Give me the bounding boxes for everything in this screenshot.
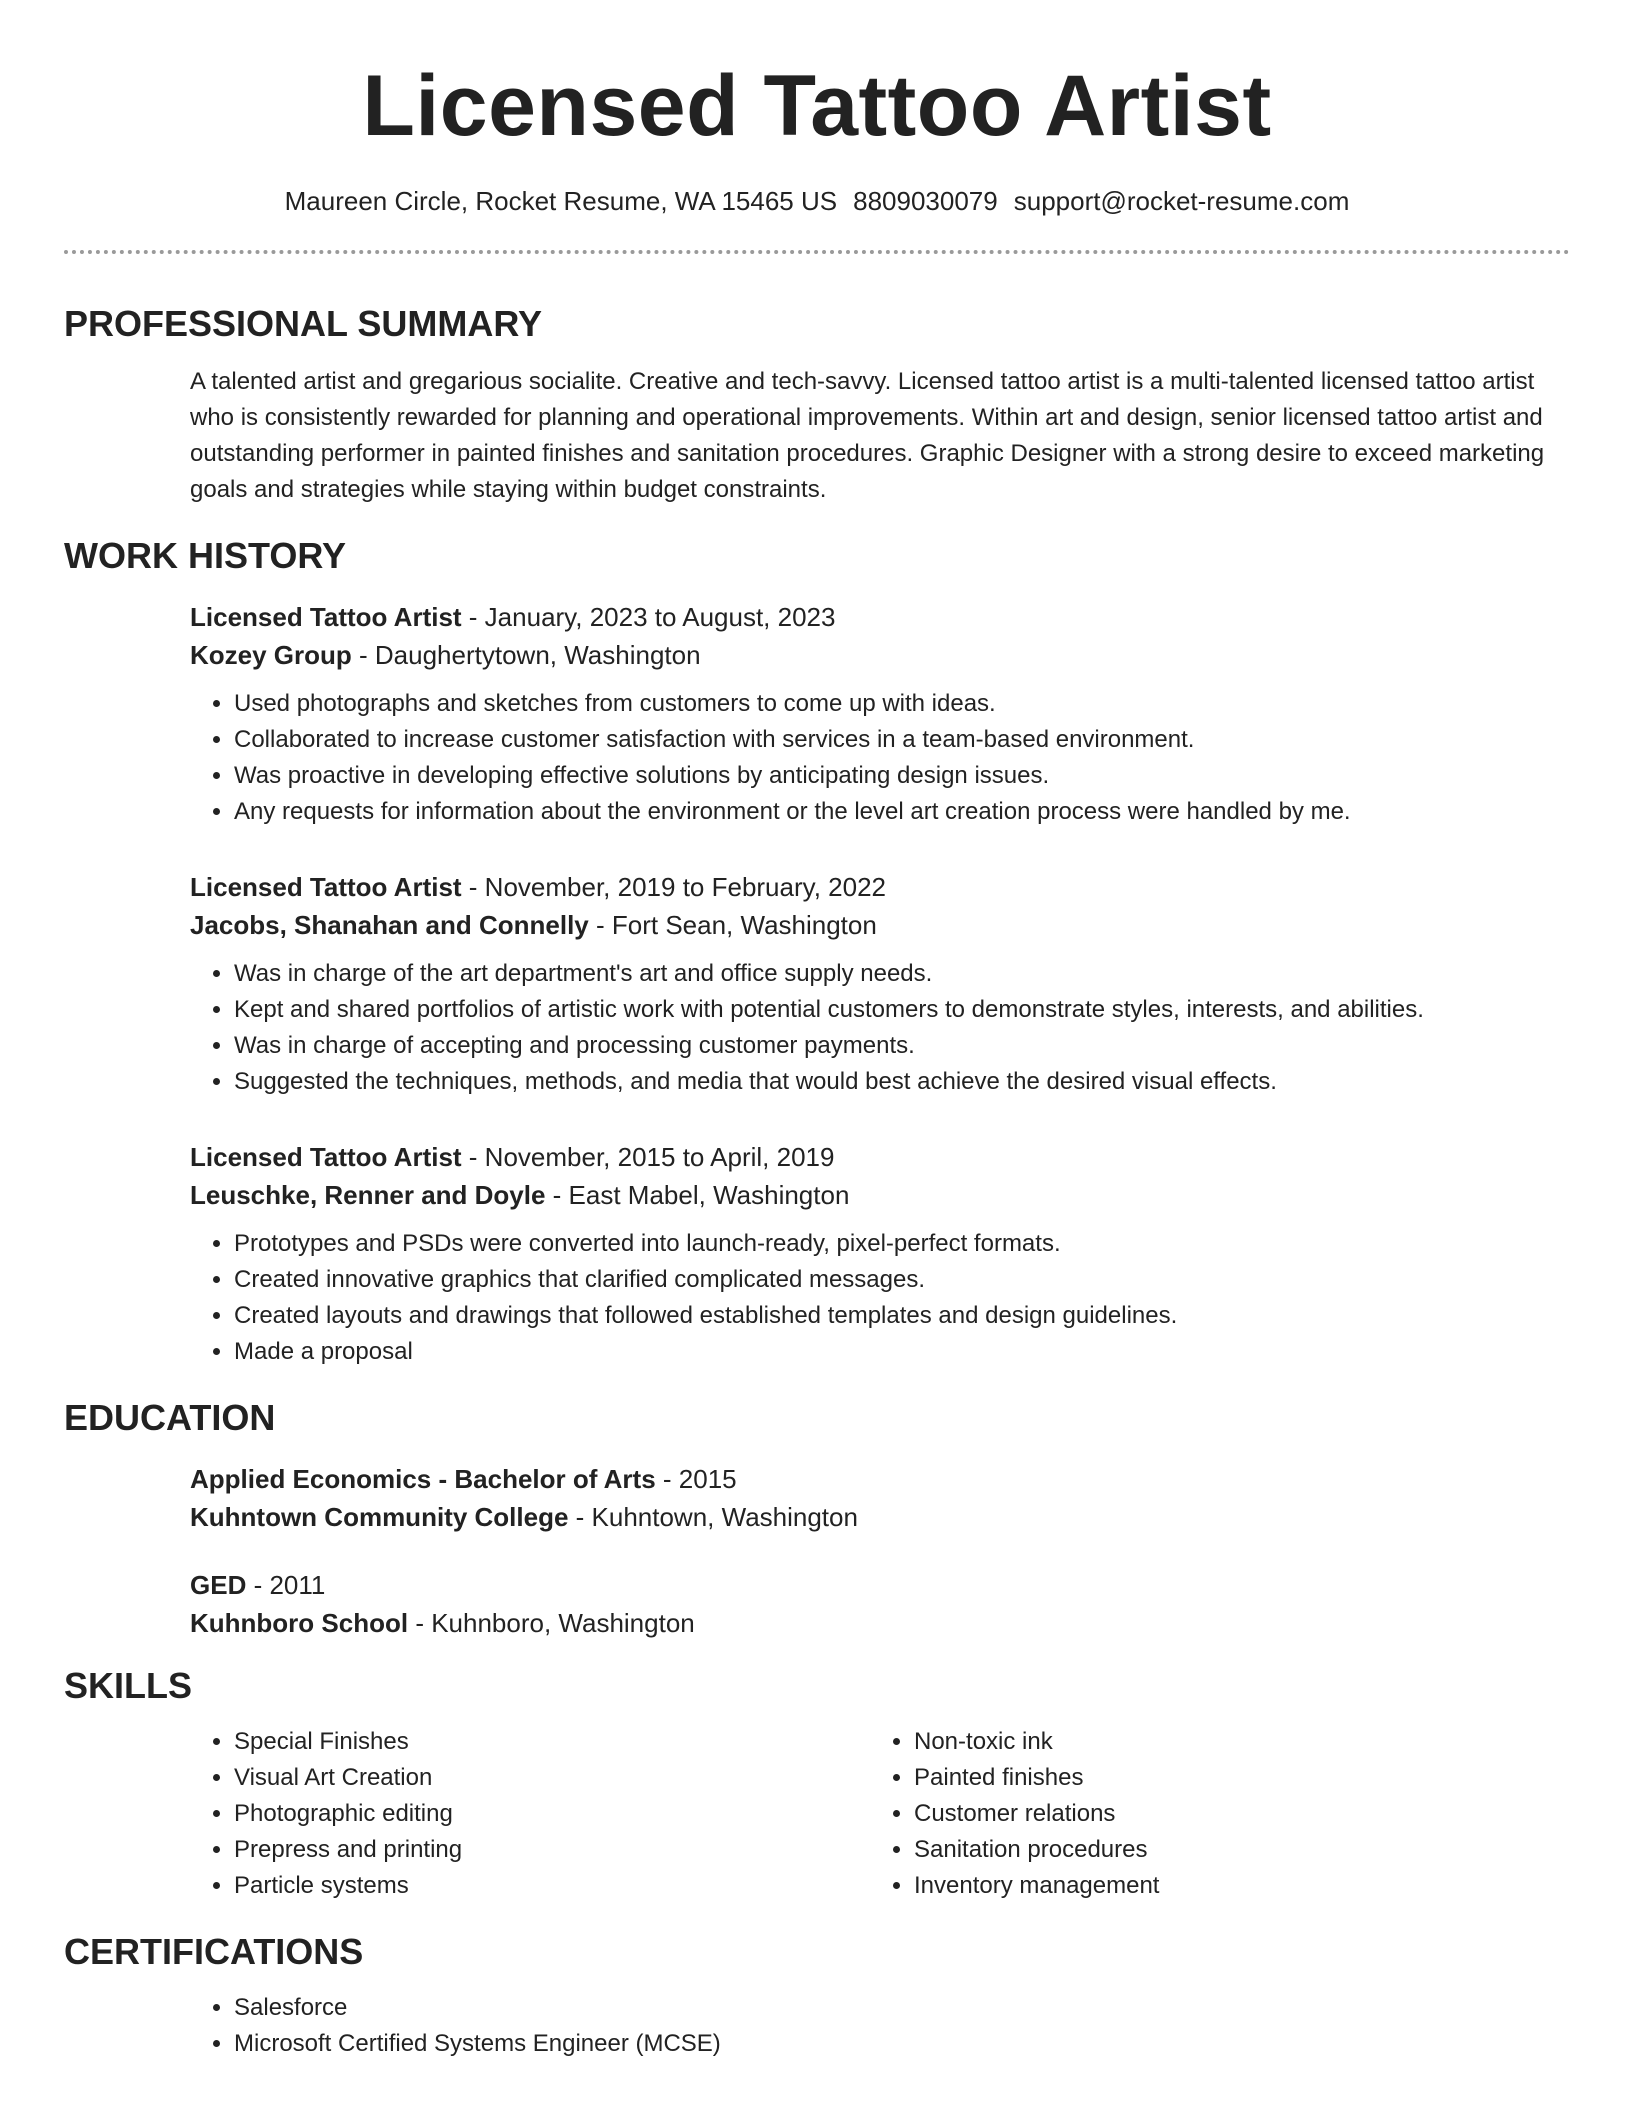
section-title-skills: SKILLS [64,1665,193,1706]
certifications-section [190,1990,1570,2062]
job-bullet: • Created innovative graphics that clarified complicated messages. [234,1262,1570,1298]
job-company-line [190,1176,1570,1214]
education-year: - 2015 [655,1464,737,1494]
contact-address: Maureen Circle, Rocket Resume, WA 15465 US [284,186,838,216]
header-divider [64,250,1570,254]
education-location: - Kuhntown, Washington [568,1502,858,1532]
job-bullets [190,956,1570,1100]
education-entry [190,1460,1570,1536]
contact-phone: 8809030079 [853,186,998,216]
job-role: Licensed Tattoo Artist [190,872,462,902]
job-bullet: • Was in charge of the art department's art and office supply needs. [234,956,1570,992]
job-dates: - November, 2015 to April, 2019 [461,1142,835,1172]
job-company: Leuschke, Renner and Doyle [190,1180,546,1210]
skill-item: • Visual Art Creation [234,1760,870,1796]
skill-item: • Sanitation procedures [914,1832,1550,1868]
job-company: Jacobs, Shanahan and Connelly [190,910,589,940]
job-role-line [190,1138,1570,1176]
summary-text: A talented artist and gregarious socialite. Creative and tech-savvy. Licensed tattoo artist is a multi-talented licensed tattoo artist who is consistently rewarded for planning and operational improvements. Within art and design, senior licensed tattoo artist and outstanding performer in painted finishes and sanitation procedures. Graphic Designer with a strong desire to exceed marketing goals and strategies while staying within budget constraints. [190,368,1545,503]
job-entry [190,868,1570,1100]
section-title-work-history: WORK HISTORY [64,535,347,576]
section-title-certifications: CERTIFICATIONS [64,1931,364,1972]
job-bullet: • Created layouts and drawings that followed established templates and design guidelines. [234,1298,1570,1334]
skill-item: • Special Finishes [234,1724,870,1760]
education-location: - Kuhnboro, Washington [408,1608,695,1638]
certifications-list [190,1990,1570,2062]
education-school-line [190,1498,1570,1536]
job-bullet: • Suggested the techniques, methods, and media that would best achieve the desired visual effects. [234,1064,1570,1100]
education-school: Kuhntown Community College [190,1502,569,1532]
contact-line [64,184,1570,218]
education-school-line [190,1604,1570,1642]
job-bullet: • Any requests for information about the environment or the level art creation process were handled by me. [234,794,1570,830]
job-role-line [190,868,1570,906]
skill-item: • Customer relations [914,1796,1550,1832]
skill-item: • Particle systems [234,1868,870,1904]
job-location: - Daughertytown, Washington [351,640,701,670]
work-history-list [190,598,1570,1370]
job-bullet: • Collaborated to increase customer satisfaction with services in a team-based environment. [234,722,1570,758]
education-year: - 2011 [246,1570,326,1600]
education-degree: GED [190,1570,247,1600]
education-degree: Applied Economics - Bachelor of Arts [190,1464,656,1494]
job-bullet: • Was in charge of accepting and processing customer payments. [234,1028,1570,1064]
job-company-line [190,906,1570,944]
job-role: Licensed Tattoo Artist [190,1142,462,1172]
job-bullet: • Made a proposal [234,1334,1570,1370]
education-entry [190,1566,1570,1642]
job-bullet: • Was proactive in developing effective solutions by anticipating design issues. [234,758,1570,794]
skills-column-left [190,1724,870,1904]
skill-item: • Inventory management [914,1868,1550,1904]
education-school: Kuhnboro School [190,1608,409,1638]
skills-column-right [870,1724,1550,1904]
skill-item: • Photographic editing [234,1796,870,1832]
contact-email: support@rocket-resume.com [1013,186,1350,216]
job-bullets [190,1226,1570,1370]
skill-item: • Prepress and printing [234,1832,870,1868]
certification-item: • Microsoft Certified Systems Engineer (MCSE) [234,2026,1570,2062]
resume-page [64,0,1570,2062]
job-bullet: • Prototypes and PSDs were converted into launch-ready, pixel-perfect formats. [234,1226,1570,1262]
certification-item: • Salesforce [234,1990,1570,2026]
job-location: - East Mabel, Washington [545,1180,850,1210]
resume-name: Licensed Tattoo Artist [362,58,1272,154]
skills-list-left [190,1724,870,1904]
job-bullet: • Used photographs and sketches from customers to come up with ideas. [234,686,1570,722]
job-entry [190,598,1570,830]
job-dates: - January, 2023 to August, 2023 [461,602,836,632]
skill-item: • Painted finishes [914,1760,1550,1796]
education-list [190,1460,1570,1642]
job-company: Kozey Group [190,640,352,670]
job-dates: - November, 2019 to February, 2022 [461,872,886,902]
education-degree-line [190,1460,1570,1498]
job-role: Licensed Tattoo Artist [190,602,462,632]
skills-list-right [870,1724,1550,1904]
section-title-education: EDUCATION [64,1397,276,1438]
skill-item: • Non-toxic ink [914,1724,1550,1760]
job-entry [190,1138,1570,1370]
section-title-summary: PROFESSIONAL SUMMARY [64,303,543,344]
job-location: - Fort Sean, Washington [588,910,877,940]
job-bullet: • Kept and shared portfolios of artistic work with potential customers to demonstrate styles, interests, and abilities. [234,992,1570,1028]
job-role-line [190,598,1570,636]
job-bullets [190,686,1570,830]
job-company-line [190,636,1570,674]
skills-grid [190,1724,1570,1904]
education-degree-line [190,1566,1570,1604]
